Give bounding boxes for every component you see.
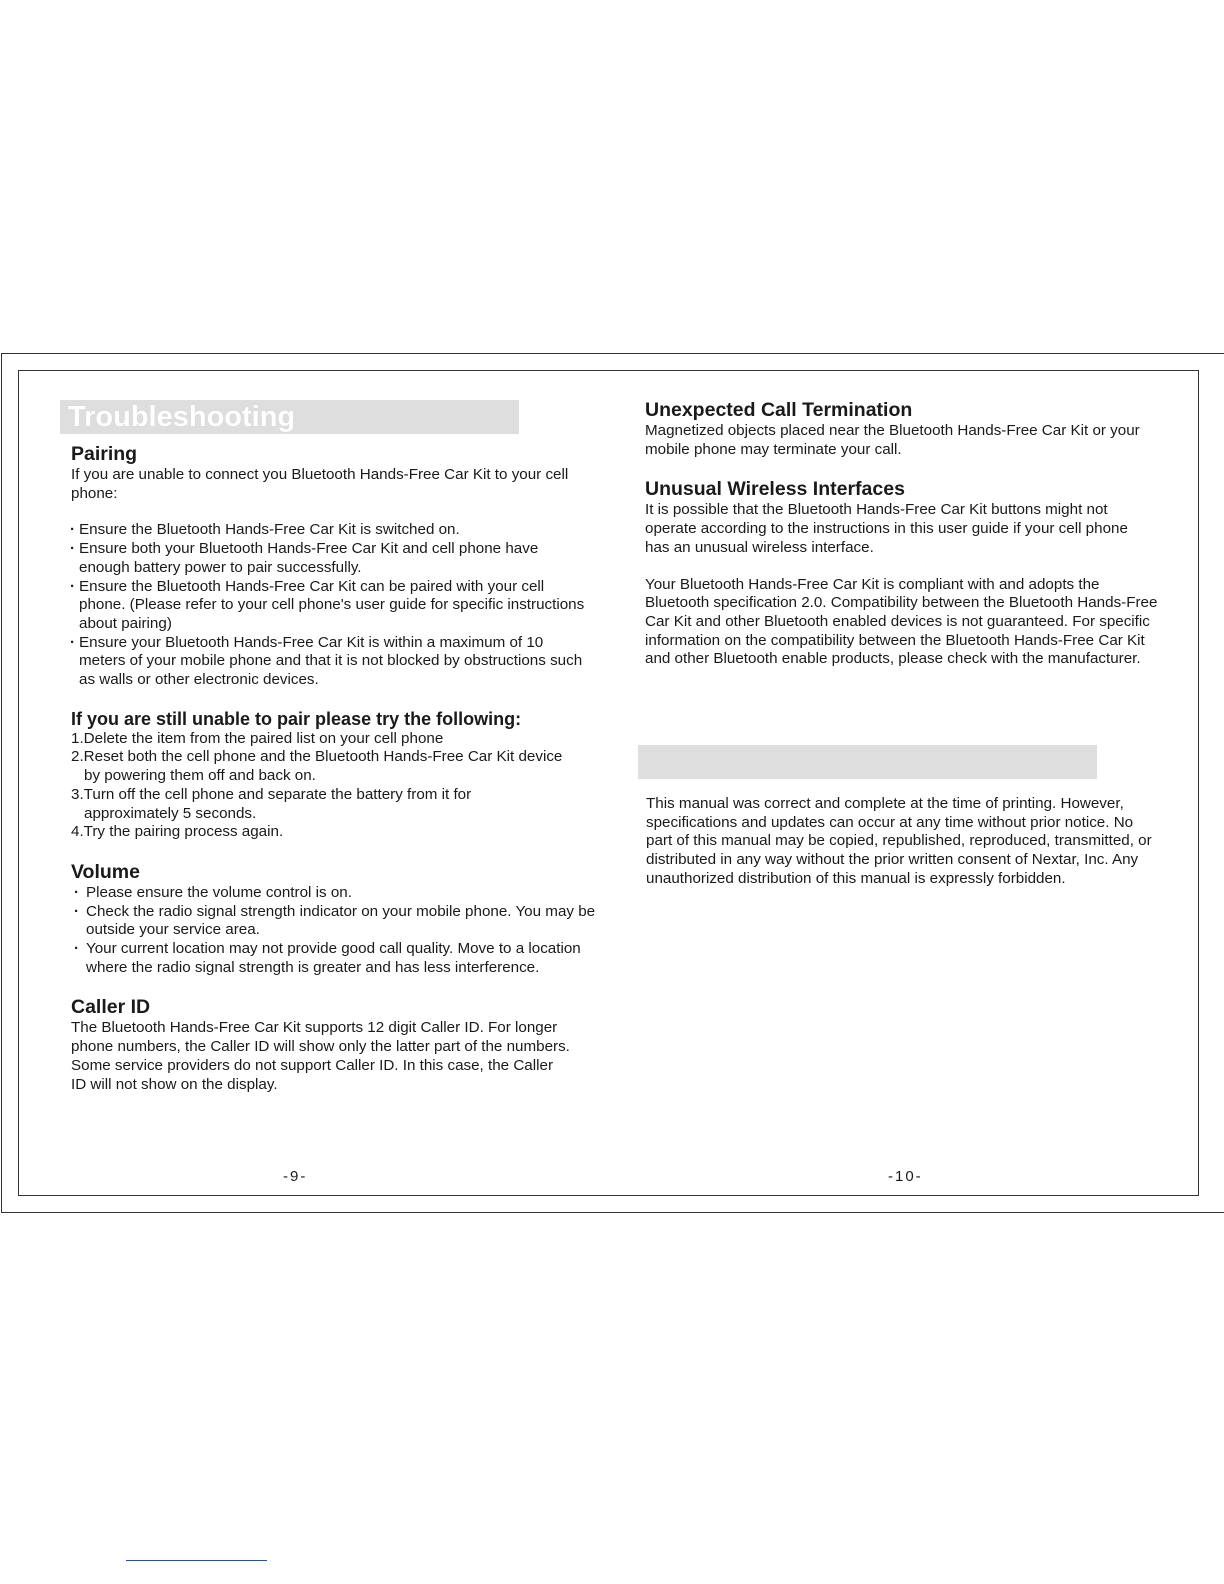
list-item: 2.Reset both the cell phone and the Bluetooth Hands-Free Car Kit device by powering them off and back on. [71,748,563,785]
list-item: · Ensure the Bluetooth Hands-Free Car Kit can be paired with your cell phone. (Please refer to your cell phone's user guide for specific instructions about pairing) [71,578,586,634]
list-item: · Your current location may not provide good call quality. Move to a location where the radio signal strength is greater and has less interference. [71,940,586,977]
list-item: · Please ensure the volume control is on. [71,884,599,903]
pairing-heading: Pairing [71,443,138,465]
volume-heading: Volume [71,860,140,883]
list-item: · Ensure both your Bluetooth Hands-Free Car Kit and cell phone have enough battery power to pair successfully. [71,540,559,577]
list-item: 4.Try the pairing process again. [71,823,284,841]
wireless-heading: Unusual Wireless Interfaces [645,478,905,501]
page-number-left: -9- [283,1168,308,1185]
still-unable-heading: If you are still unable to pair please try the following: [71,708,522,729]
notice-text: This manual was correct and complete at the time of printing. However, specifications and updates can occur at any time without prior notice. No part of this manual may be copied, republished, reproduced, transmitted, or distributed in any way without the prior written consent of Nextar, Inc. Any unauthorized distribution of this manual is expressly forbidden. [646,795,1152,887]
wireless-paragraph-2: Your Bluetooth Hands-Free Car Kit is compliant with and adopts the Bluetooth specification 2.0. Compatibility between the Bluetooth Hands-Free Car Kit and other Bluetooth enabled devices is not guaranteed. For specific information on the compatibility between the Bluetooth Hands-Free Car Kit and other Bluetooth enable products, please check with the manufacturer. [645,575,1158,668]
volume-bullets [71,884,599,978]
list-item: · Ensure your Bluetooth Hands-Free Car Kit is within a maximum of 10 meters of your mobile phone and that it is not blocked by obstructions such as walls or other electronic devices. [71,634,584,690]
list-item: 3.Turn off the cell phone and separate the battery from it for approximately 5 seconds. [71,785,472,822]
call-termination-text: Magnetized objects placed near the Bluetooth Hands-Free Car Kit or your mobile phone may terminate your call. [645,422,1140,458]
troubleshooting-title: Troubleshooting [68,401,296,433]
list-item: · Check the radio signal strength indicator on your mobile phone. You may be outside your service area. [71,903,599,940]
left-column [71,398,601,1094]
pairing-intro: If you are unable to connect you Bluetooth Hands-Free Car Kit to your cell phone: [71,466,569,502]
call-termination-heading: Unexpected Call Termination [645,399,913,421]
pairing-bullets [71,521,586,689]
page-number-right: -10- [888,1168,923,1185]
right-column [645,398,1165,669]
notice-banner [638,745,1097,779]
footer-link-underline [126,1560,267,1561]
list-item: · Ensure the Bluetooth Hands-Free Car Kit is switched on. [71,521,586,540]
caller-id-paragraph-2: Some service providers do not support Caller ID. In this case, the Caller ID will not show on the display. [71,1056,553,1093]
wireless-paragraph-1: It is possible that the Bluetooth Hands-Free Car Kit buttons might not operate according to the instructions in this user guide if your cell phone has an unusual wireless interface. [645,501,1128,556]
still-unable-steps [71,730,571,842]
caller-id-paragraph-1: The Bluetooth Hands-Free Car Kit supports 12 digit Caller ID. For longer phone numbers, the Caller ID will show only the latter part of the numbers. [71,1019,570,1056]
caller-id-heading: Caller ID [71,996,151,1019]
notice-column [646,795,1161,889]
list-item: 1.Delete the item from the paired list on your cell phone [71,729,444,747]
